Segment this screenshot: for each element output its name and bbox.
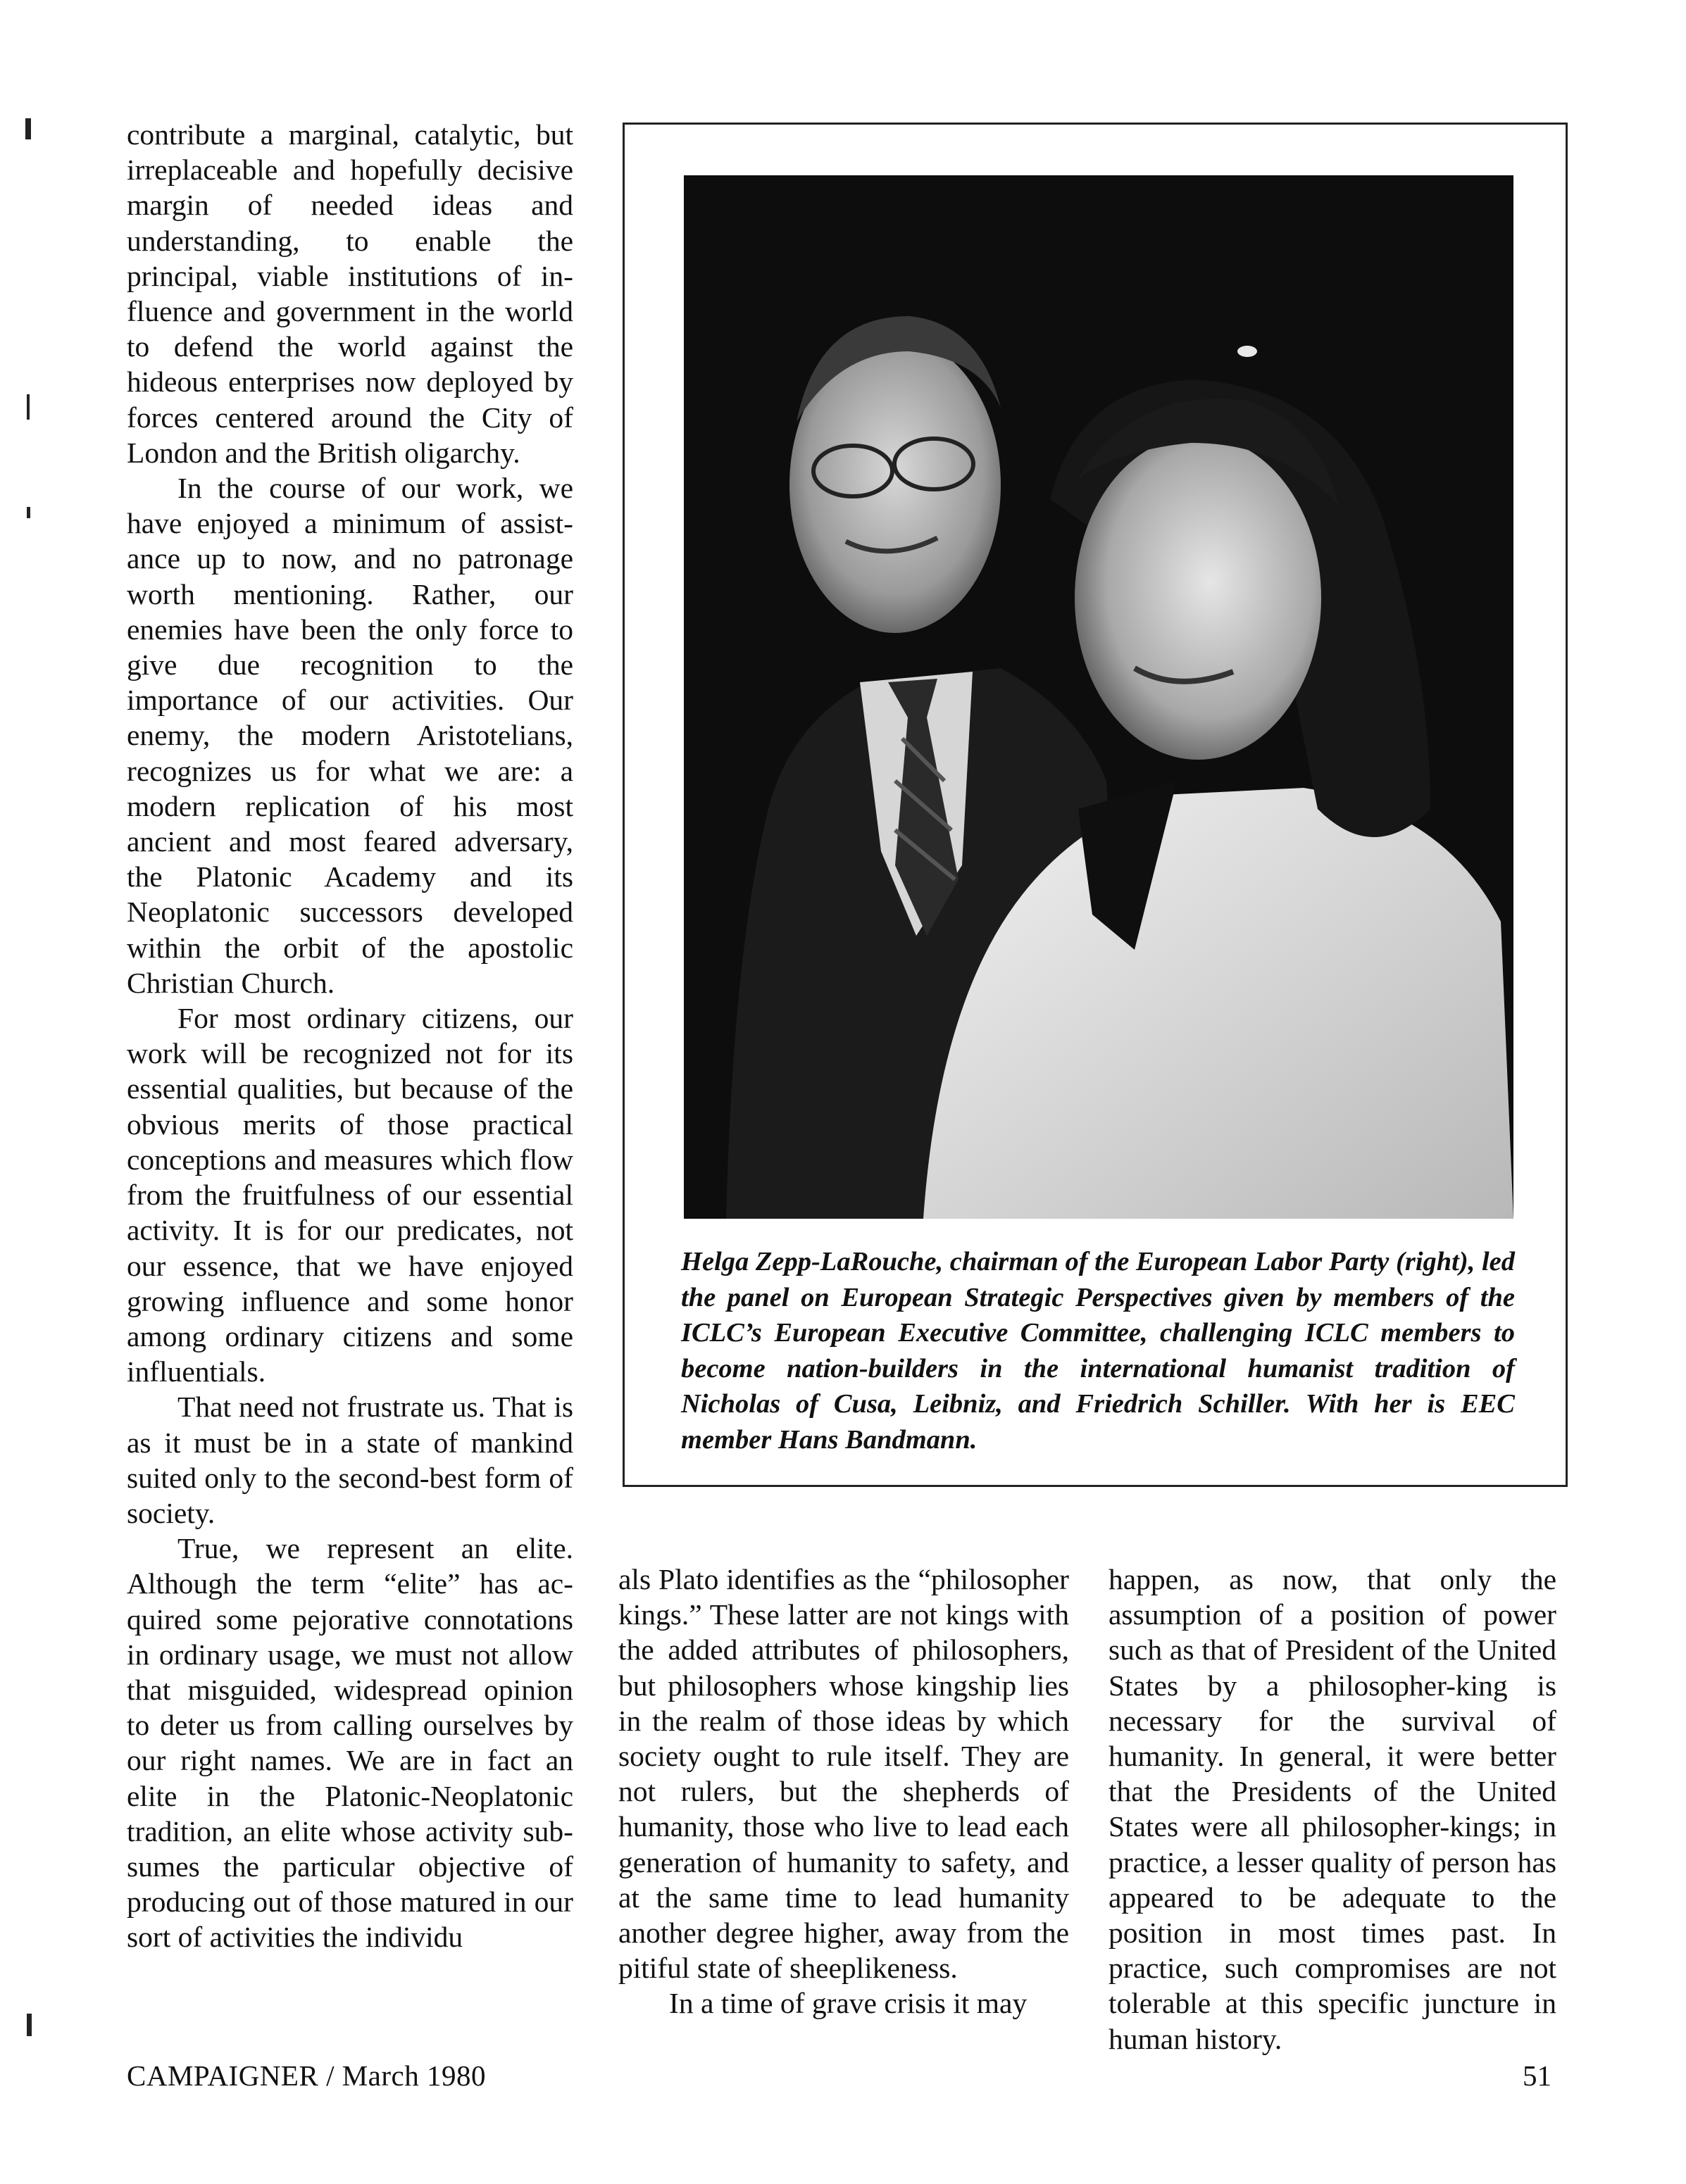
paragraph: In a time of grave crisis it may (669, 1987, 1028, 2020)
photograph (684, 175, 1513, 1219)
paragraph: als Plato identifies as the “philosopher kings.” These latter are not kings with the added attributes of philosophers, but philosophers whose kingship lies in the realm of those ideas by which society ought to rule itself. They are not rulers, but the shepherds of humanity, those who live to lead each generation of humanity to safety, and at the same time to lead humanity another degree higher, away from the pitiful state of sheeplikeness. (618, 1563, 1069, 1985)
left-column (127, 117, 573, 1955)
paragraph: happen, as now, that only the assumption of a position of power such as that of President of the United States by a philosopher-king is necessary for the survival of humanity. In general, it were better that the Presidents of the United States were all philosopher-kings; in practice, a lesser quality of person has appeared to be adequate to the position in most times past. In practice, such compromises are not tolerable at this specific juncture in human history. (1109, 1563, 1556, 2055)
page-number: 51 (1523, 2059, 1551, 2092)
paragraph: True, we represent an elite. Although the term “elite” has acquired some pejorative connotations in ordinary usage, we must not allow that misguided, widespread opinion to deter us from calling ourselves by our right names. We are in fact an elite in the Platonic-Neoplatonic tradition, an elite whose activity subsumes the particular objective of producing out of those matured in our sort of activities the individu (127, 1532, 573, 1954)
scan-mark (25, 118, 31, 139)
paragraph: In the course of our work, we have enjoyed a minimum of assistance up to now, and no patronage worth mentioning. Rather, our enemies have been the only force to give due recognition to the importance of our activities. Our enemy, the modern Aristotelians, recognizes us for what we are: a modern replication of his most ancient and most feared adversary, the Platonic Academy and its Neoplatonic successors developed within the orbit of the apostolic Christian Church. (127, 472, 573, 999)
paragraph: That need not frustrate us. That is as it must be in a state of mankind suited only to the second-best form of society. (127, 1391, 573, 1529)
right-column (1109, 1562, 1556, 2057)
photo-caption: Helga Zepp-LaRouche, chairman of the European Labor Party (right), led the panel on European Strategic Perspectives given by members of the ICLC’s European Executive Committee, challenging ICLC members to become nation-builders in the international humanist tradition of Nicholas of Cusa, Leibniz, and Friedrich Schiller. With her is EEC member Hans Bandmann. (681, 1247, 1515, 1455)
scan-mark (27, 507, 30, 518)
scan-mark (27, 394, 30, 420)
middle-column (618, 1562, 1069, 2021)
photo-frame (623, 123, 1568, 1487)
publication-footer: CAMPAIGNER / March 1980 (127, 2059, 486, 2092)
photo-illustration (684, 175, 1513, 1219)
scan-mark (27, 2014, 32, 2036)
paragraph: For most ordinary citizens, our work will be recognized not for its essential qualities, but because of the obvious merits of those practical conceptions and measures which flow from the fruitfulness of our essential activity. It is for our predicates, not our essence, that we have enjoyed growing influence and some honor among ordinary citizens and some influentials. (127, 1002, 573, 1388)
paragraph: contribute a marginal, catalytic, but irreplaceable and hopefully decisive margin of needed ideas and understanding, to enable the principal, viable institutions of influence and government in the world to defend the world against the hideous enterprises now deployed by forces centered around the City of London and the British oligarchy. (127, 118, 573, 469)
